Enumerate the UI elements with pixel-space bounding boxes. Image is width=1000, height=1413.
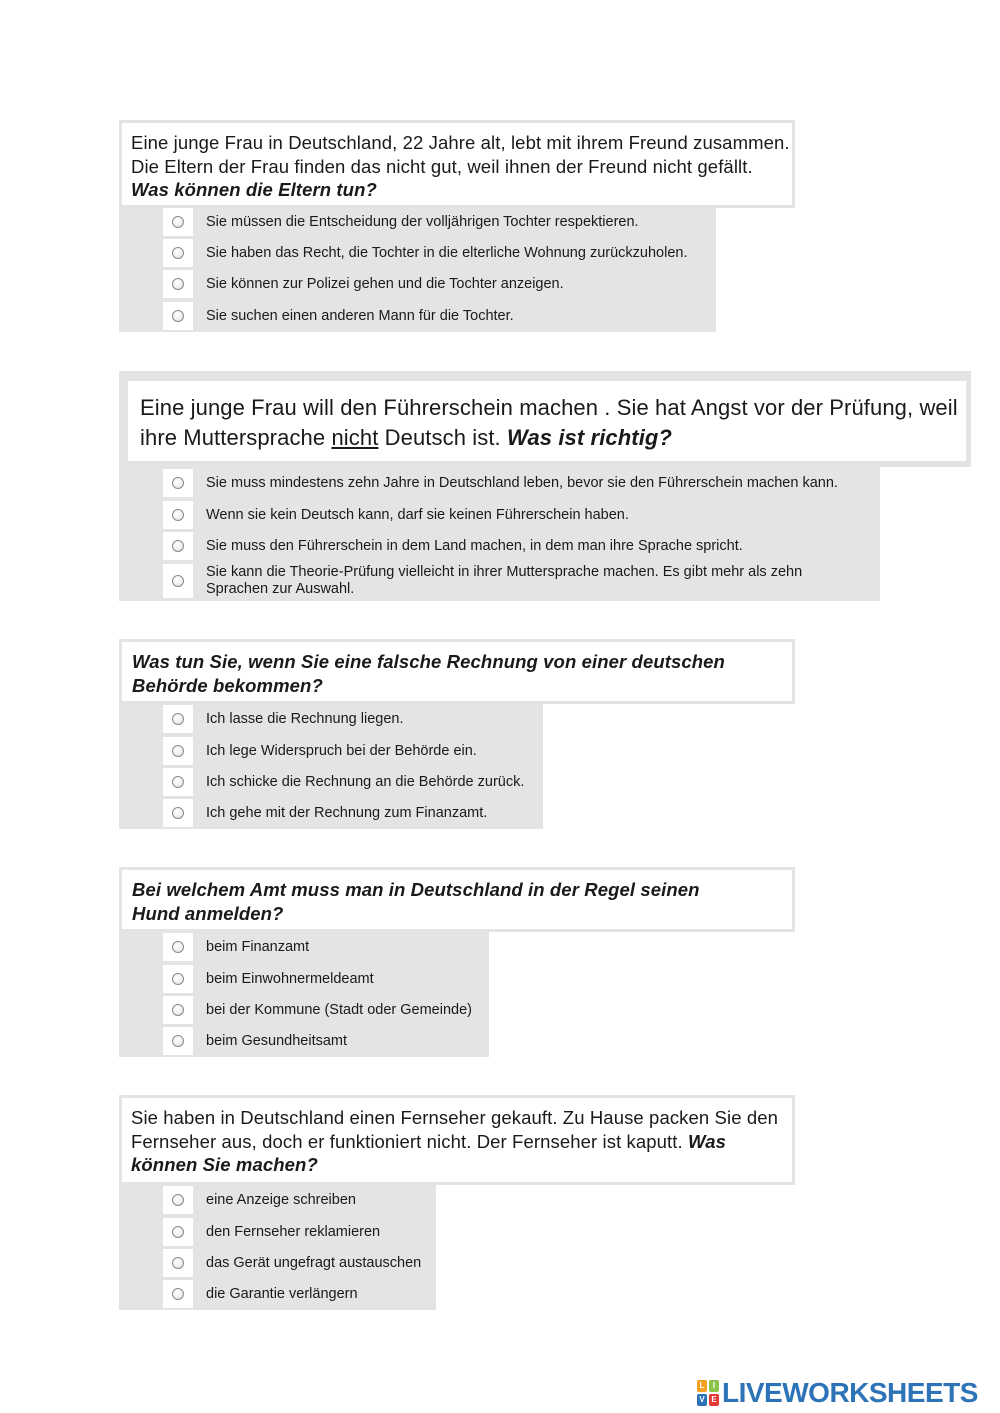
question-1 — [119, 120, 795, 332]
option-label: das Gerät ungefragt austauschen — [206, 1254, 422, 1271]
option[interactable] — [119, 933, 489, 961]
question-3-prompt — [122, 642, 792, 701]
option-label: beim Finanzamt — [206, 938, 310, 955]
option[interactable] — [119, 1249, 436, 1277]
option[interactable] — [119, 501, 880, 529]
radio-button[interactable] — [172, 745, 184, 757]
option[interactable] — [119, 270, 716, 298]
question-2-prompt — [128, 381, 966, 461]
radio-button[interactable] — [172, 1226, 184, 1238]
question-2-prompt-text: Eine junge Frau will den Führerschein machen . Sie hat Angst vor der Prüfung, weil ihre Muttersprache — [140, 395, 958, 450]
radio-button[interactable] — [172, 575, 184, 587]
option[interactable] — [119, 532, 880, 560]
question-1-options — [119, 206, 716, 332]
option[interactable] — [119, 1027, 489, 1055]
option[interactable] — [119, 302, 716, 330]
option-label: Ich lege Widerspruch bei der Behörde ein. — [206, 742, 477, 759]
radio-button[interactable] — [172, 1194, 184, 1206]
option[interactable] — [119, 1280, 436, 1308]
question-2-prompt-underlined: nicht — [331, 425, 379, 450]
question-4-options — [119, 931, 489, 1057]
option-label: beim Einwohnermeldeamt — [206, 970, 374, 987]
question-5-prompt — [122, 1098, 792, 1182]
radio-button[interactable] — [172, 1004, 184, 1016]
option[interactable] — [119, 239, 716, 267]
radio-button[interactable] — [172, 807, 184, 819]
logo-mark-letter: E — [709, 1394, 719, 1406]
option-label: Sie muss den Führerschein in dem Land machen, in dem man ihre Sprache spricht. — [206, 537, 743, 554]
logo-text: LIVEWORKSHEETS — [722, 1377, 978, 1408]
option-label: bei der Kommune (Stadt oder Gemeinde) — [206, 1001, 472, 1018]
option-label: beim Gesundheitsamt — [206, 1032, 348, 1049]
radio-button[interactable] — [172, 1035, 184, 1047]
option-label: eine Anzeige schreiben — [206, 1191, 356, 1208]
question-2 — [119, 371, 971, 601]
option[interactable] — [119, 799, 543, 827]
option-label: Sie haben das Recht, die Tochter in die elterliche Wohnung zurückzuholen. — [206, 244, 688, 261]
option-label: Sie müssen die Entscheidung der volljährigen Tochter respektieren. — [206, 213, 639, 230]
option-label: Wenn sie kein Deutsch kann, darf sie keinen Führerschein haben. — [206, 506, 629, 523]
logo-mark-letter: V — [697, 1394, 707, 1406]
radio-button[interactable] — [172, 477, 184, 489]
question-2-prompt-question: Was ist richtig? — [507, 425, 672, 450]
option[interactable] — [119, 564, 880, 598]
radio-button[interactable] — [172, 941, 184, 953]
radio-button[interactable] — [172, 247, 184, 259]
radio-button[interactable] — [172, 278, 184, 290]
radio-button[interactable] — [172, 713, 184, 725]
radio-button[interactable] — [172, 540, 184, 552]
radio-button[interactable] — [172, 310, 184, 322]
radio-button[interactable] — [172, 216, 184, 228]
question-5-options — [119, 1184, 436, 1310]
question-1-prompt-text: Eine junge Frau in Deutschland, 22 Jahre alt, lebt mit ihrem Freund zusammen. Die Eltern der Frau finden das nicht gut, weil ihnen der Freund nicht gefällt. — [131, 132, 790, 177]
option[interactable] — [119, 705, 543, 733]
option[interactable] — [119, 768, 543, 796]
option[interactable] — [119, 965, 489, 993]
question-5-prompt-question: Was können Sie machen? — [131, 1130, 727, 1175]
question-2-prompt-text-end: Deutsch ist. — [384, 425, 501, 450]
option-label: Ich schicke die Rechnung an die Behörde zurück. — [206, 773, 525, 790]
option-label: die Garantie verlängern — [206, 1285, 358, 1302]
option[interactable] — [119, 1186, 436, 1214]
question-4-prompt — [122, 870, 792, 929]
radio-button[interactable] — [172, 509, 184, 521]
question-1-prompt — [122, 123, 792, 205]
question-3 — [119, 639, 795, 829]
question-3-prompt-question: Was tun Sie, wenn Sie eine falsche Rechnung von einer deutschen Behörde bekommen? — [132, 651, 725, 696]
option[interactable] — [119, 737, 543, 765]
option[interactable] — [119, 1218, 436, 1246]
question-5 — [119, 1095, 795, 1310]
option[interactable] — [119, 469, 880, 497]
question-5-prompt-text: Sie haben in Deutschland einen Fernseher gekauft. Zu Hause packen Sie den Fernseher aus, doch er funktioniert nicht. Der Fernseher ist kaputt. — [131, 1107, 778, 1152]
option-label: Sie suchen einen anderen Mann für die Tochter. — [206, 307, 514, 324]
option-label: Sie muss mindestens zehn Jahre in Deutschland leben, bevor sie den Führerschein machen kann. — [206, 474, 838, 491]
question-2-options — [119, 467, 880, 601]
option-label: den Fernseher reklamieren — [206, 1223, 381, 1240]
option[interactable] — [119, 208, 716, 236]
logo-mark-letter: I — [709, 1380, 719, 1392]
option-label: Ich lasse die Rechnung liegen. — [206, 710, 404, 727]
option-label: Sie kann die Theorie-Prüfung vielleicht in ihrer Muttersprache machen. Es gibt mehr als zehn Sprachen zur Auswahl. — [206, 564, 803, 597]
question-4 — [119, 867, 795, 1057]
radio-button[interactable] — [172, 1257, 184, 1269]
logo-mark-icon — [697, 1380, 719, 1406]
liveworksheets-logo — [697, 1378, 978, 1408]
radio-button[interactable] — [172, 973, 184, 985]
question-1-prompt-question: Was können die Eltern tun? — [131, 179, 377, 200]
question-4-prompt-question: Bei welchem Amt muss man in Deutschland in der Regel seinen Hund anmelden? — [132, 879, 700, 924]
question-3-options — [119, 703, 543, 829]
option-label: Sie können zur Polizei gehen und die Tochter anzeigen. — [206, 275, 564, 292]
option[interactable] — [119, 996, 489, 1024]
option-label: Ich gehe mit der Rechnung zum Finanzamt. — [206, 804, 488, 821]
radio-button[interactable] — [172, 776, 184, 788]
logo-mark-letter: L — [697, 1380, 707, 1392]
radio-button[interactable] — [172, 1288, 184, 1300]
